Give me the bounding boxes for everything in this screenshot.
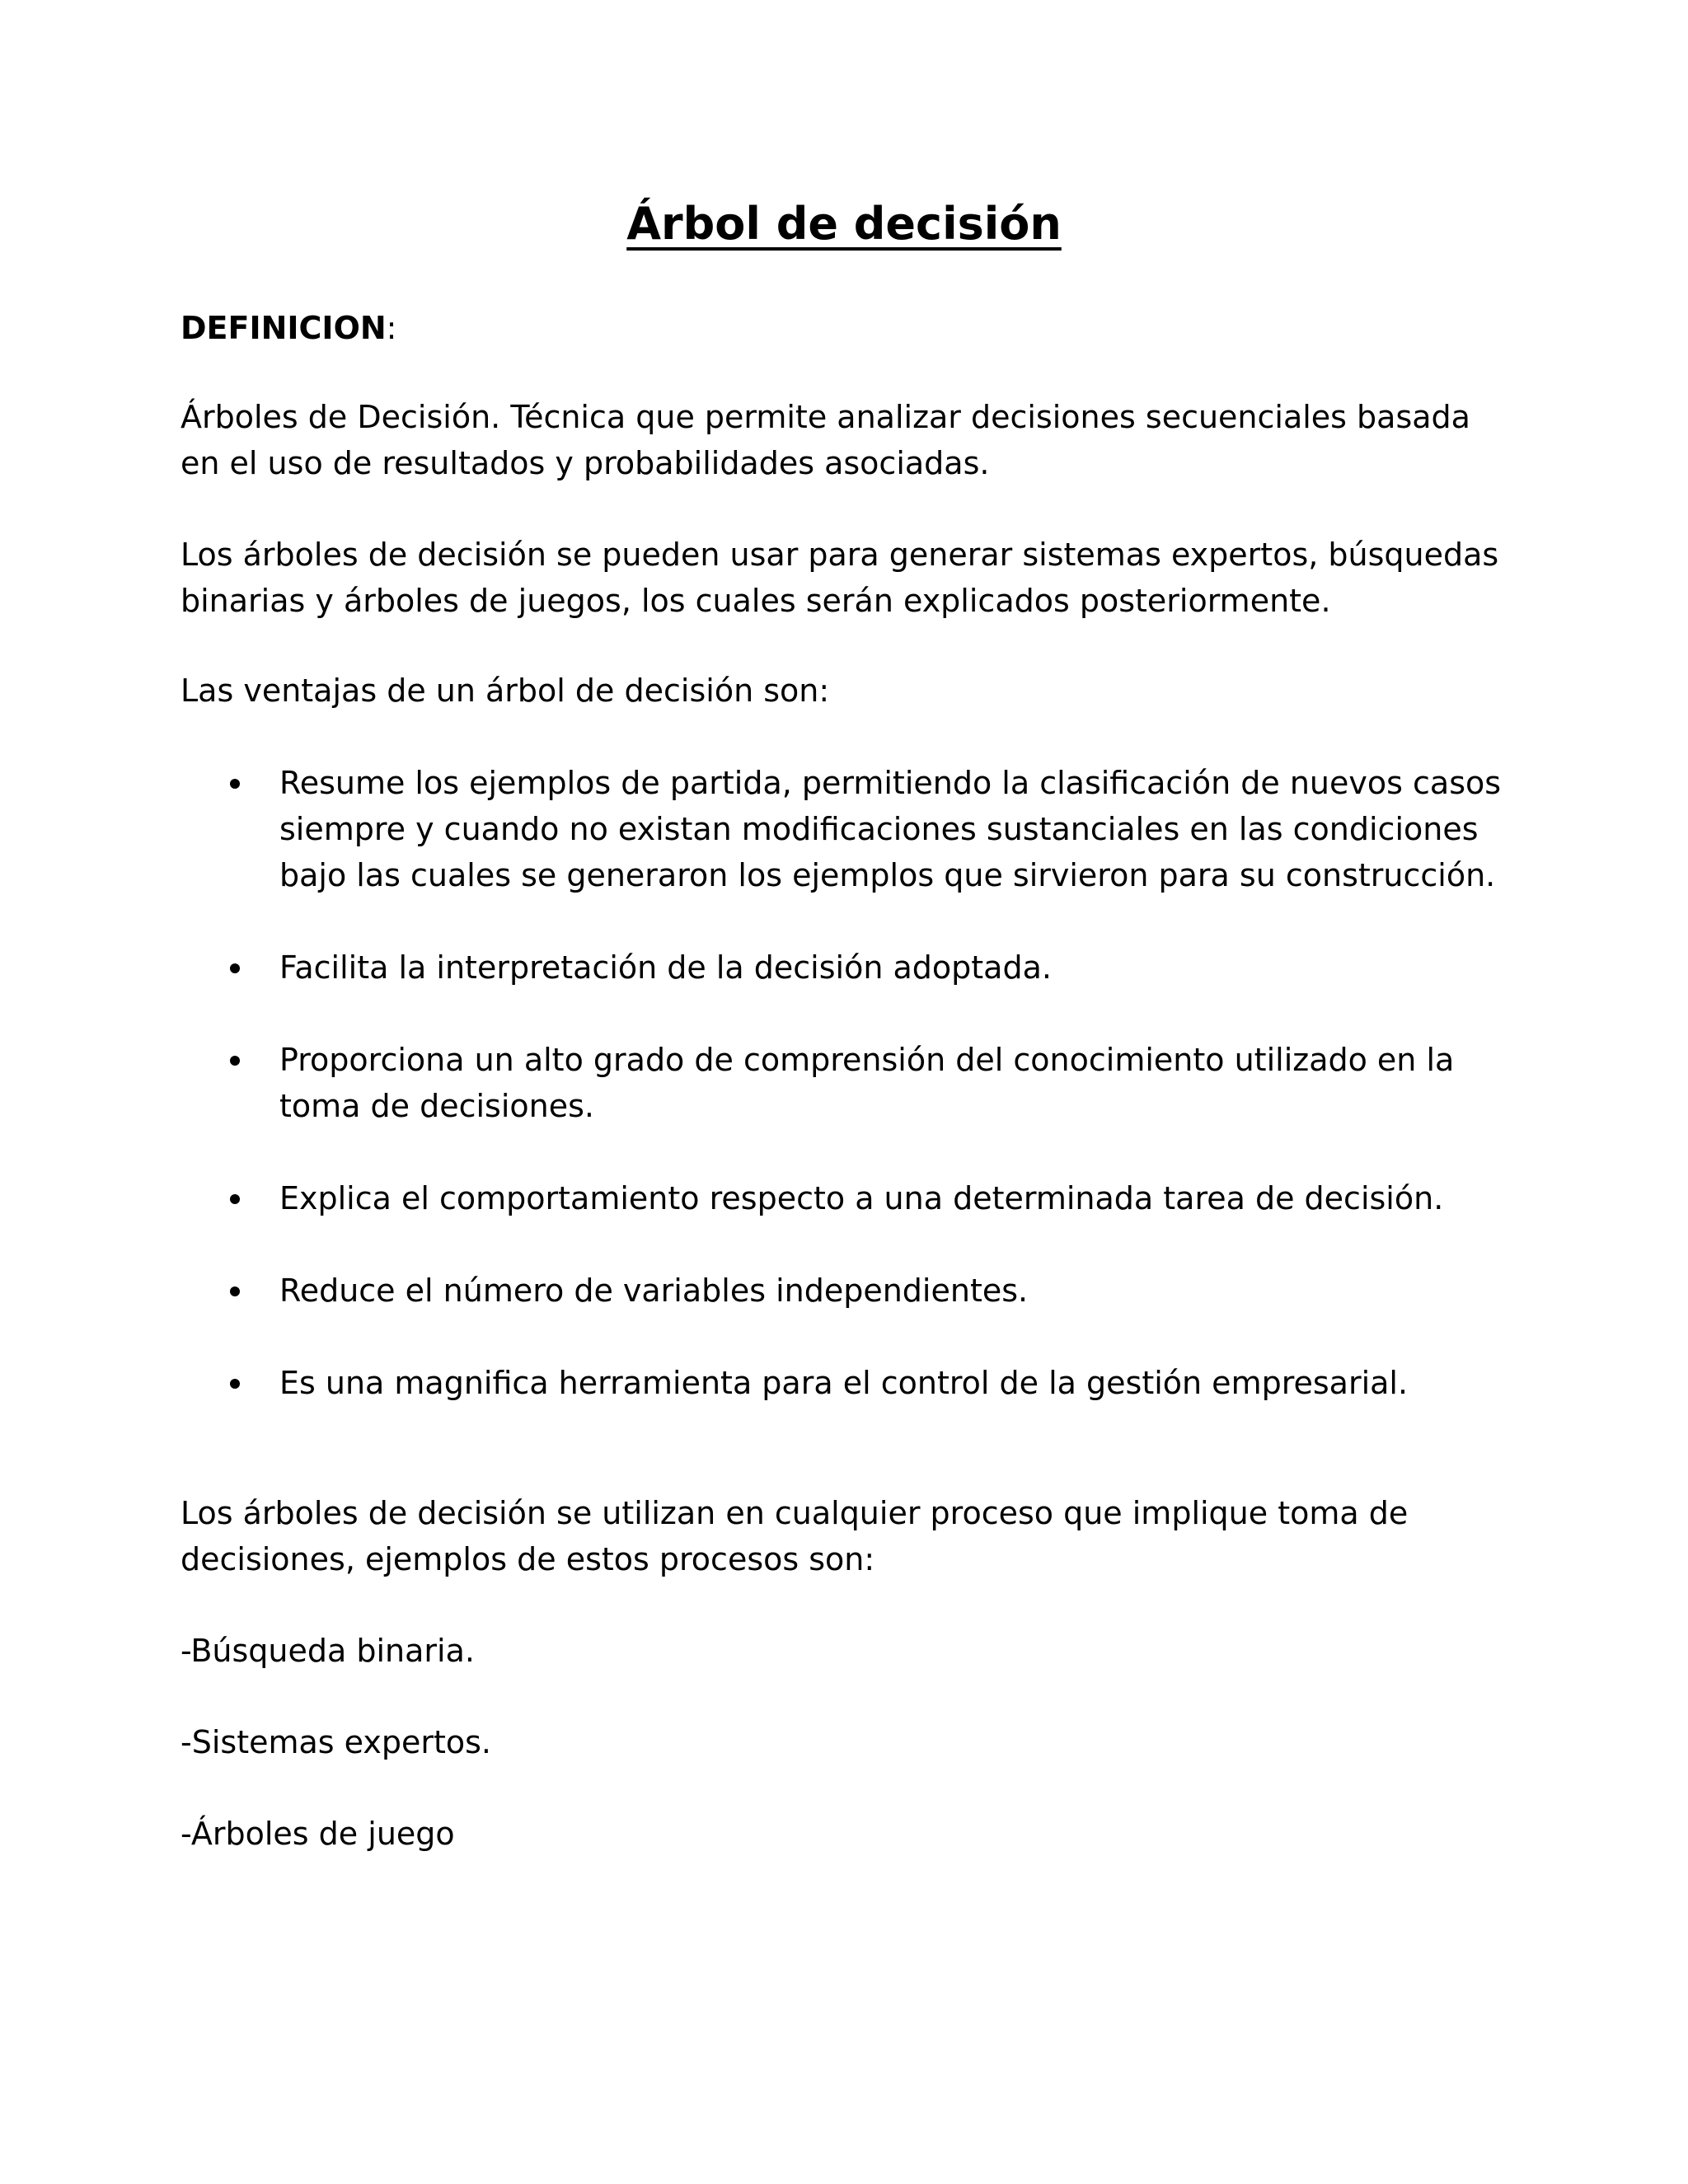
list-item <box>181 760 1532 898</box>
list-item <box>181 1360 1532 1406</box>
process-item-binary-search: -Búsqueda binaria. <box>181 1633 475 1669</box>
list-item <box>181 1268 1532 1314</box>
usage-paragraph: Los árboles de decisión se utilizan en cualquier proceso que implique toma de decisiones, ejemplos de estos procesos son: <box>181 1495 1409 1577</box>
advantages-list <box>181 760 1532 1452</box>
definition-colon: : <box>386 310 397 346</box>
list-item-text: Reduce el número de variables independientes. <box>279 1272 1029 1309</box>
list-item <box>181 1037 1532 1129</box>
list-item-text: Explica el comportamiento respecto a una determinada tarea de decisión. <box>279 1180 1444 1216</box>
bullet-icon <box>230 1286 240 1296</box>
process-item-game-trees: -Árboles de juego <box>181 1816 455 1852</box>
uses-paragraph: Los árboles de decisión se pueden usar para generar sistemas expertos, búsquedas binarias y árboles de juegos, los cuales serán explicados posteriormente. <box>181 537 1499 619</box>
bullet-icon <box>230 1056 240 1066</box>
definition-label: DEFINICION <box>181 310 387 346</box>
bullet-icon <box>230 779 240 789</box>
page-title <box>0 191 1688 257</box>
title-text: Árbol de decisión <box>626 198 1062 250</box>
definition-paragraph: Árboles de Decisión. Técnica que permite analizar decisiones secuenciales basada en el uso de resultados y probabilidades asociadas. <box>181 399 1470 481</box>
process-item-expert-systems: -Sistemas expertos. <box>181 1724 491 1760</box>
list-item-text: Es una magnifica herramienta para el control de la gestión empresarial. <box>279 1365 1409 1401</box>
list-item <box>181 1175 1532 1221</box>
definition-heading <box>181 305 396 351</box>
bullet-icon <box>230 1379 240 1389</box>
list-item-text: Resume los ejemplos de partida, permitiendo la clasificación de nuevos casos siempre y cuando no existan modificaciones sustanciales en las condiciones bajo las cuales se generaron los ejemplos que sirvieron para su construcción. <box>279 765 1502 893</box>
list-item-text: Proporciona un alto grado de comprensión del conocimiento utilizado en la toma de decisiones. <box>279 1042 1455 1124</box>
list-item <box>181 944 1532 991</box>
bullet-icon <box>230 963 240 973</box>
advantages-intro: Las ventajas de un árbol de decisión son: <box>181 673 830 709</box>
list-item-text: Facilita la interpretación de la decisión adoptada. <box>279 949 1052 986</box>
bullet-icon <box>230 1194 240 1204</box>
